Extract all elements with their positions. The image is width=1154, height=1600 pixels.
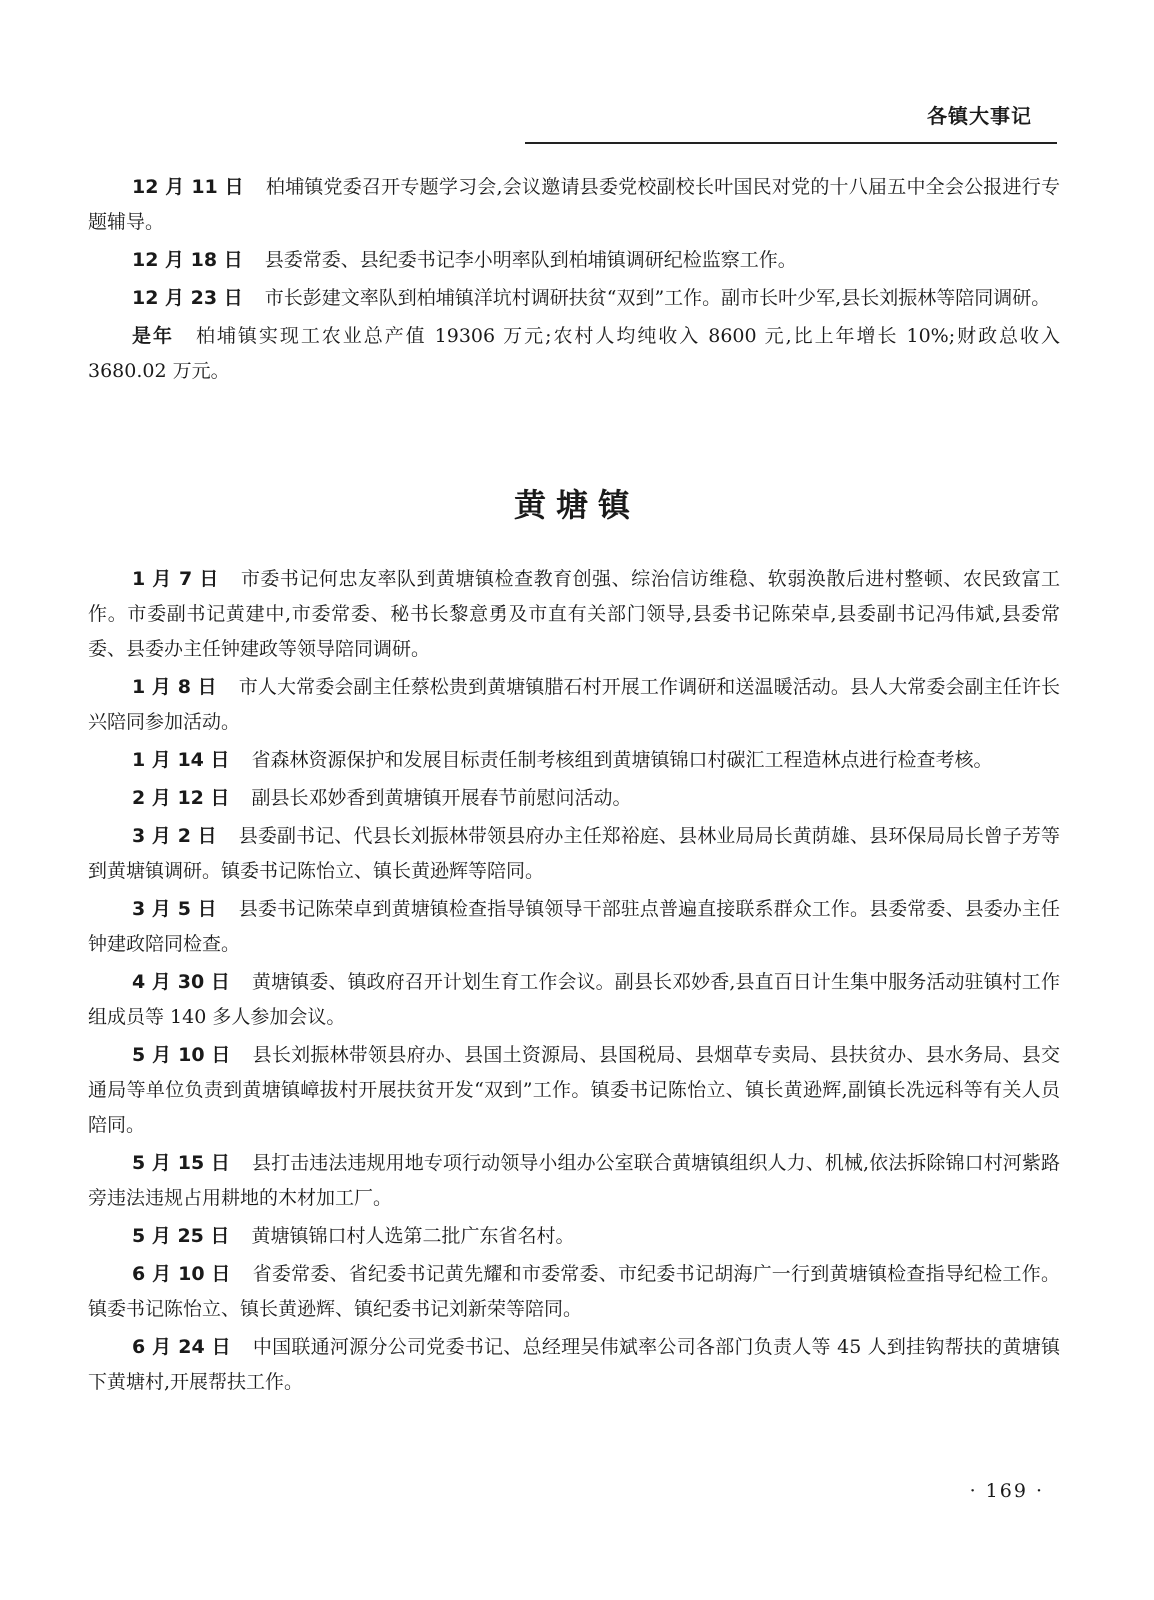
chronicle-entry [88,1219,1060,1254]
chronicle-entry [88,819,1060,889]
chronicle-entry [88,1330,1060,1400]
chronicle-entry [88,1038,1060,1143]
page-number: · 169 · [969,1480,1044,1502]
entry-date: 3 月 2 日 [132,825,217,847]
entry-date: 6 月 24 日 [132,1336,231,1358]
entry-date: 5 月 15 日 [132,1152,230,1174]
chronicle-entry [88,562,1060,667]
huangtang-entries [88,562,1060,1403]
chronicle-entry [88,1146,1060,1216]
entry-date: 3 月 5 日 [132,898,217,920]
entry-text: 省森林资源保护和发展目标责任制考核组到黄塘镇锦口村碳汇工程造林点进行检查考核。 [251,749,993,771]
chronicle-entry [88,965,1060,1035]
entry-date: 5 月 25 日 [132,1225,230,1247]
boluo-entries [88,170,1060,392]
entry-date: 1 月 7 日 [132,568,219,590]
entry-date: 5 月 10 日 [132,1044,231,1066]
chronicle-entry [88,170,1060,240]
chronicle-entry [88,781,1060,816]
entry-text: 省委常委、省纪委书记黄先耀和市委常委、市纪委书记胡海广一行到黄塘镇检查指导纪检工作。镇委书记陈怡立、镇长黄逊辉、镇纪委书记刘新荣等陪同。 [88,1263,1060,1320]
entry-date: 12 月 18 日 [132,249,243,271]
entry-date: 1 月 8 日 [132,676,217,698]
chronicle-entry [88,892,1060,962]
entry-text: 市长彭建文率队到柏埔镇洋坑村调研扶贫“双到”工作。副市长叶少军,县长刘振林等陪同调研。 [264,287,1051,309]
entry-text: 县打击违法违规用地专项行动领导小组办公室联合黄塘镇组织人力、机械,依法拆除锦口村河紫路旁违法违规占用耕地的木材加工厂。 [88,1152,1060,1209]
entry-text: 县委常委、县纪委书记李小明率队到柏埔镇调研纪检监察工作。 [264,249,797,271]
chronicle-entry [88,281,1060,316]
chronicle-entry [88,743,1060,778]
entry-text: 黄塘镇锦口村人选第二批广东省名村。 [251,1225,575,1247]
entry-date: 6 月 10 日 [132,1263,231,1285]
chronicle-entry [88,670,1060,740]
entry-text: 黄塘镇委、镇政府召开计划生育工作会议。副县长邓妙香,县直百日计生集中服务活动驻镇村工作组成员等 140 多人参加会议。 [88,971,1060,1028]
entry-date: 2 月 12 日 [132,787,230,809]
chronicle-entry [88,1257,1060,1327]
entry-date: 1 月 14 日 [132,749,230,771]
entry-date: 是年 [132,325,174,347]
entry-date: 4 月 30 日 [132,971,230,993]
entry-text: 柏埔镇实现工农业总产值 19306 万元;农村人均纯收入 8600 元,比上年增长 10%;财政总收入 3680.02 万元。 [88,325,1060,382]
entry-text: 市人大常委会副主任蔡松贵到黄塘镇腊石村开展工作调研和送温暖活动。县人大常委会副主任许长兴陪同参加活动。 [88,676,1060,733]
entry-text: 中国联通河源分公司党委书记、总经理吴伟斌率公司各部门负责人等 45 人到挂钩帮扶的黄塘镇下黄塘村,开展帮扶工作。 [88,1336,1060,1393]
entry-text: 副县长邓妙香到黄塘镇开展春节前慰问活动。 [251,787,632,809]
entry-date: 12 月 23 日 [132,287,243,309]
entry-text: 县长刘振林带领县府办、县国土资源局、县国税局、县烟草专卖局、县扶贫办、县水务局、县交通局等单位负责到黄塘镇嶂拔村开展扶贫开发“双到”工作。镇委书记陈怡立、镇长黄逊辉,副镇长冼远科等有关人员陪同。 [88,1044,1060,1136]
entry-text: 县委副书记、代县长刘振林带领县府办主任郑裕庭、县林业局局长黄荫雄、县环保局局长曾子芳等到黄塘镇调研。镇委书记陈怡立、镇长黄逊辉等陪同。 [88,825,1060,882]
entry-text: 县委书记陈荣卓到黄塘镇检查指导镇领导干部驻点普遍直接联系群众工作。县委常委、县委办主任钟建政陪同检查。 [88,898,1060,955]
chronicle-entry [88,243,1060,278]
entry-text: 市委书记何忠友率队到黄塘镇检查教育创强、综治信访维稳、软弱涣散后进村整顿、农民致富工作。市委副书记黄建中,市委常委、秘书长黎意勇及市直有关部门领导,县委书记陈荣卓,县委副书记冯伟斌,县委常委、县委办主任钟建政等领导陪同调研。 [88,568,1060,660]
entry-date: 12 月 11 日 [132,176,244,198]
header-rule [525,142,1057,144]
entry-text: 柏埔镇党委召开专题学习会,会议邀请县委党校副校长叶国民对党的十八届五中全会公报进行专题辅导。 [88,176,1060,233]
section-title: 黄塘镇 [513,486,640,524]
chronicle-entry [88,319,1060,389]
running-head: 各镇大事记 [927,104,1032,128]
